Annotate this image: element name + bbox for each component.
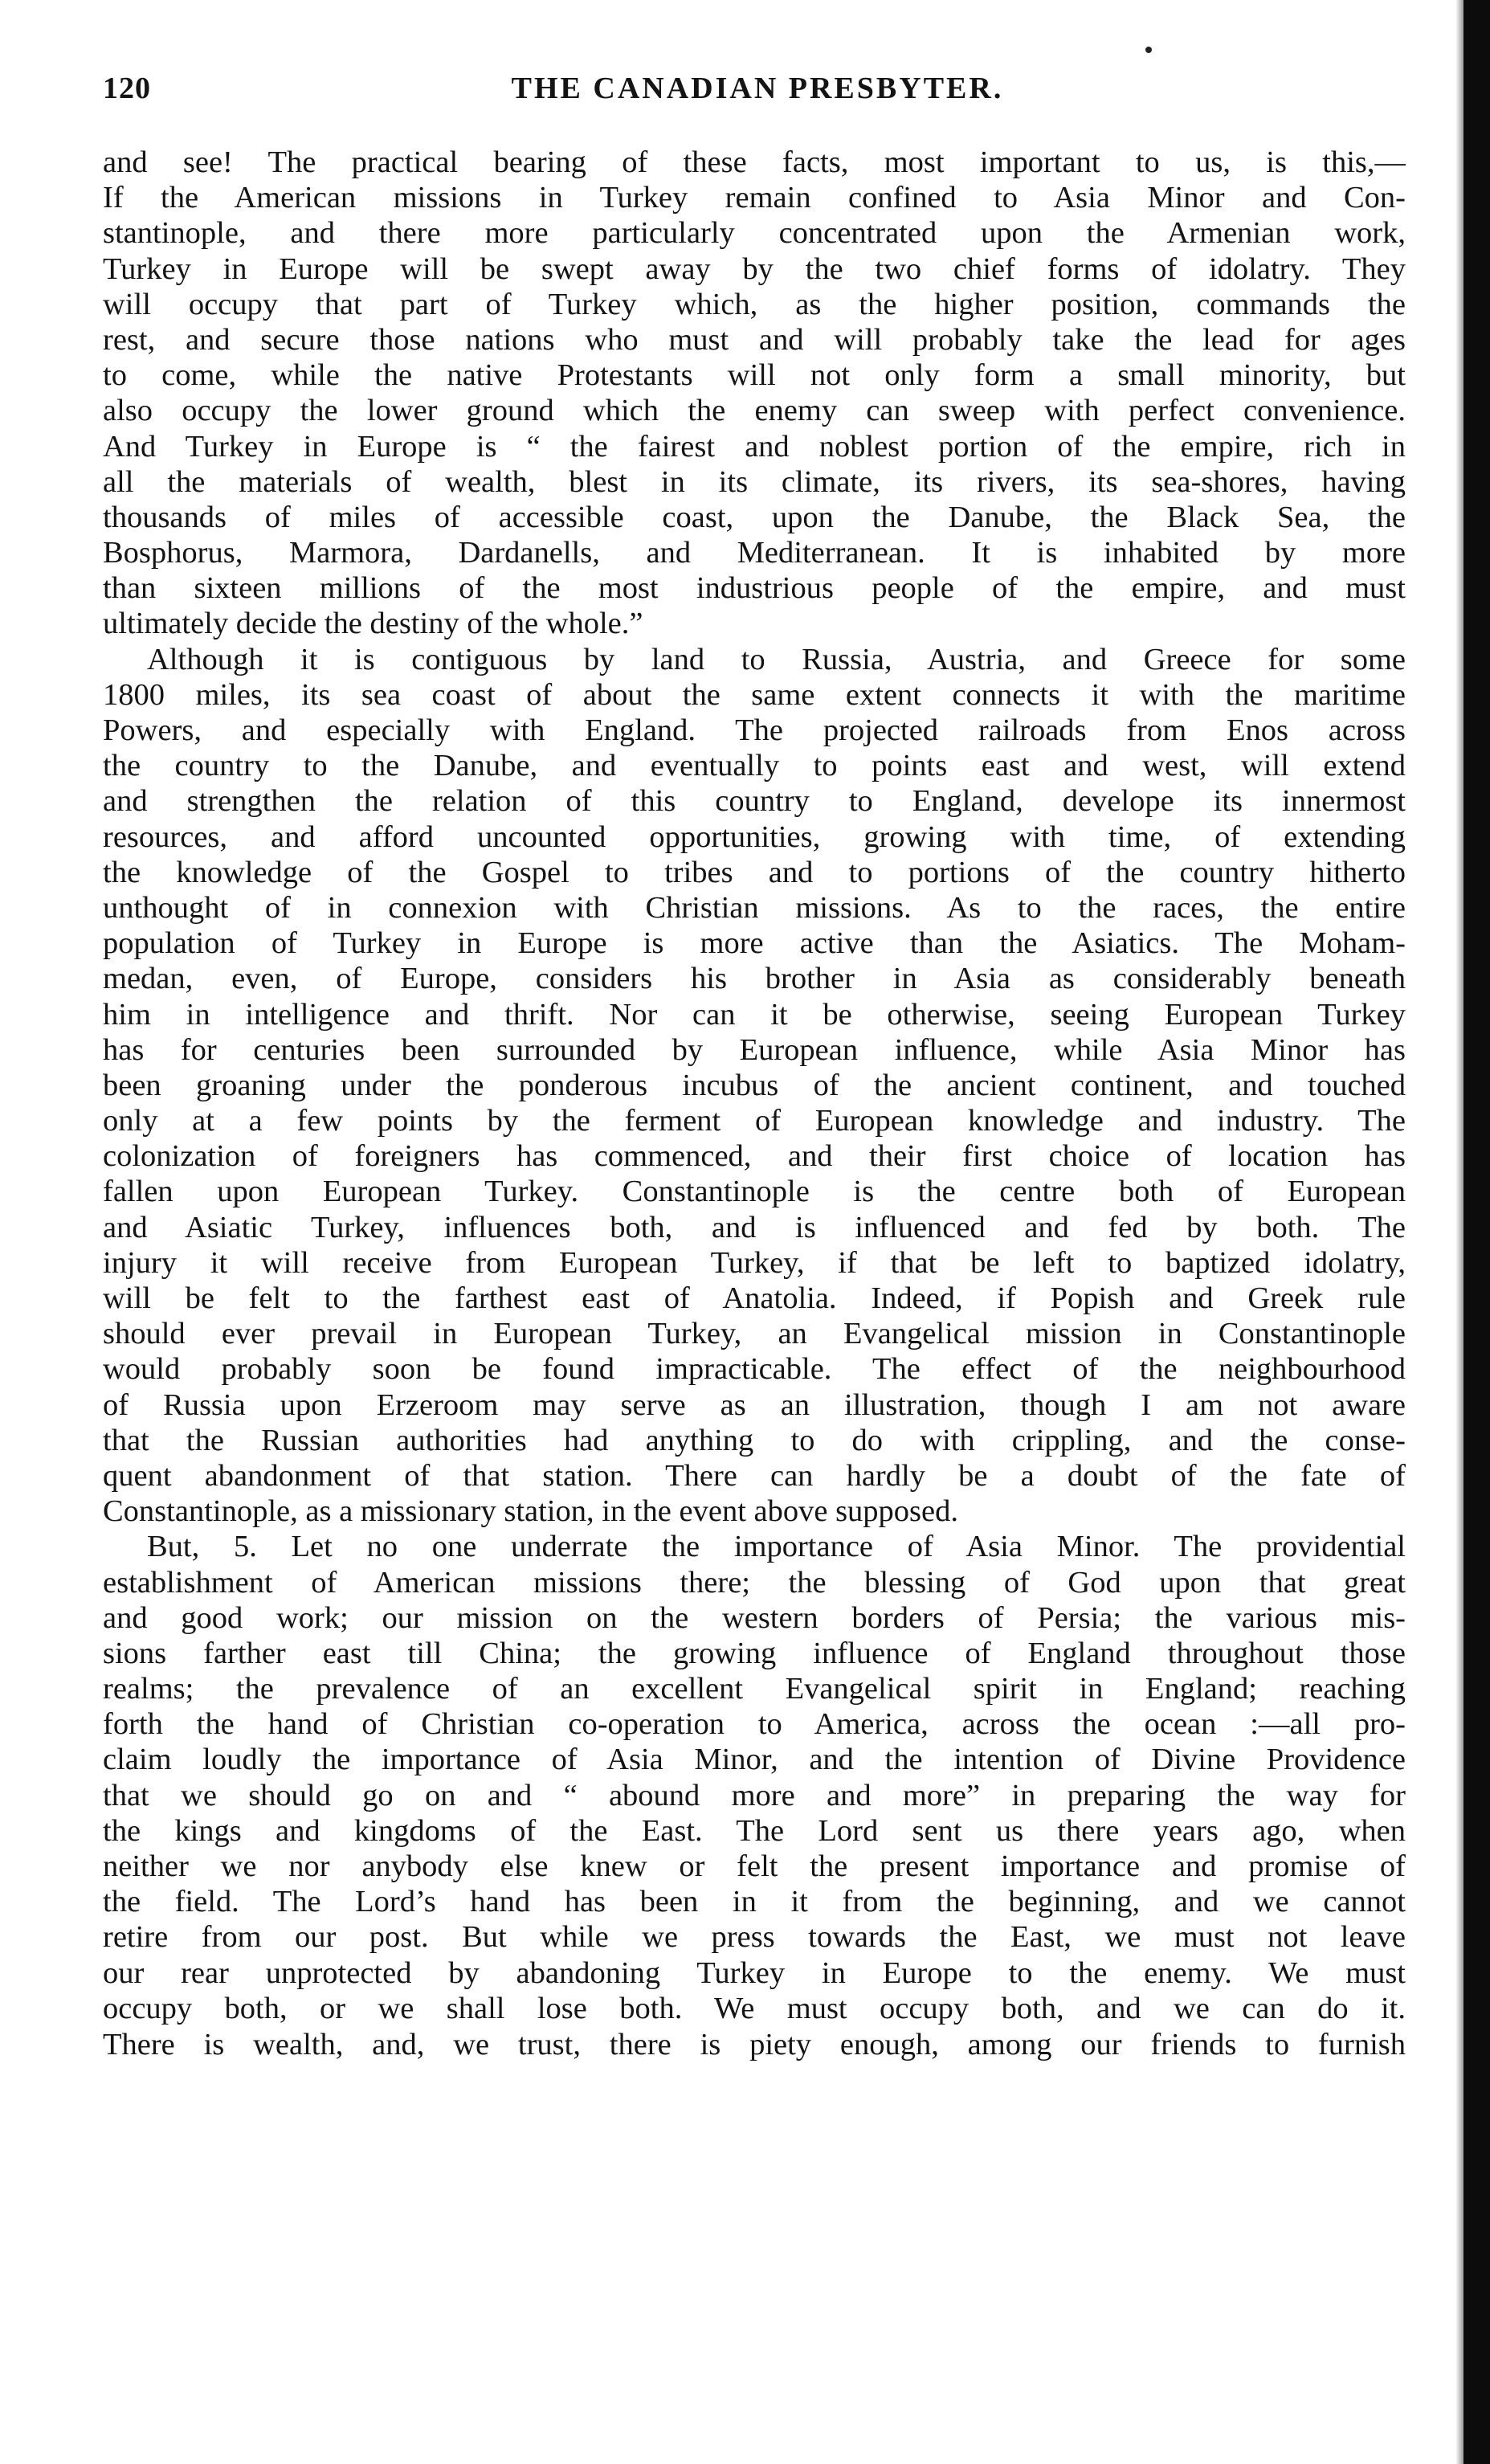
text-line: Constantinople, as a missionary station, in the event above supposed. — [103, 1494, 958, 1529]
text-line: of Russia upon Erzeroom may serve as an illustration, though I am not aware — [103, 1387, 1406, 1422]
text-line: Bosphorus, Marmora, Dardanells, and Mediterranean. It is inhabited by more — [103, 536, 1406, 570]
text-line: would probably soon be found impracticable. The effect of the neighbourhood — [103, 1352, 1406, 1387]
article-body — [103, 145, 1406, 2063]
text-line: neither we nor anybody else knew or felt the present importance and promise of — [103, 1849, 1406, 1883]
text-line: unthought of in connexion with Christian missions. As to the races, the entire — [103, 890, 1406, 925]
text-line: and good work; our mission on the western borders of Persia; the various mis- — [103, 1600, 1406, 1635]
text-line: than sixteen millions of the most industrious people of the empire, and must — [103, 571, 1406, 606]
paragraph-start-line: But, 5. Let no one underrate the importance of Asia Minor. The providential — [147, 1530, 1406, 1564]
text-line: population of Turkey in Europe is more active than the Asiatics. The Moham- — [103, 926, 1406, 961]
text-line: only at a few points by the ferment of European knowledge and industry. The — [103, 1104, 1406, 1138]
text-line: 1800 miles, its sea coast of about the same extent connects it with the maritime — [103, 677, 1406, 712]
text-line: forth the hand of Christian co-operation to America, across the ocean :—all pro- — [103, 1707, 1406, 1742]
text-line: fallen upon European Turkey. Constantinople is the centre both of European — [103, 1175, 1406, 1209]
text-line: colonization of foreigners has commenced, and their first choice of location has — [103, 1139, 1406, 1174]
text-line: sions farther east till China; the growing influence of England throughout those — [103, 1636, 1406, 1670]
text-line: realms; the prevalence of an excellent Evangelical spirit in England; reaching — [103, 1672, 1406, 1706]
text-line: our rear unprotected by abandoning Turkey in Europe to the enemy. We must — [103, 1955, 1406, 1990]
text-line: will be felt to the farthest east of Anatolia. Indeed, if Popish and Greek rule — [103, 1281, 1406, 1315]
page-number: 120 — [103, 72, 151, 105]
text-line: establishment of American missions there; the blessing of God upon that great — [103, 1565, 1406, 1600]
text-line: Powers, and especially with England. The projected railroads from Enos across — [103, 713, 1406, 747]
page-header — [103, 71, 1412, 119]
text-line: injury it will receive from European Turkey, if that be left to baptized idolatry, — [103, 1245, 1406, 1280]
text-line: will occupy that part of Turkey which, as the higher position, commands the — [103, 287, 1406, 321]
text-line: claim loudly the importance of Asia Minor, and the intention of Divine Providence — [103, 1743, 1406, 1777]
ink-dot — [1145, 47, 1152, 53]
text-line: the kings and kingdoms of the East. The Lord sent us there years ago, when — [103, 1813, 1406, 1848]
text-line: There is wealth, and, we trust, there is piety enough, among our friends to furnish — [103, 2027, 1406, 2062]
text-line: retire from our post. But while we press towards the East, we must not leave — [103, 1920, 1406, 1955]
text-line: been groaning under the ponderous incubus of the ancient continent, and touched — [103, 1068, 1406, 1102]
text-line: the country to the Danube, and eventually to points east and west, will extend — [103, 749, 1406, 783]
text-line: to come, while the native Protestants will not only form a small minority, but — [103, 358, 1406, 393]
paragraph-start-line: Although it is contiguous by land to Russia, Austria, and Greece for some — [147, 642, 1406, 676]
text-line: quent abandonment of that station. There can hardly be a doubt of the fate of — [103, 1458, 1406, 1493]
text-line: also occupy the lower ground which the enemy can sweep with perfect convenience. — [103, 394, 1406, 428]
scan-border — [1463, 0, 1490, 2464]
text-line: If the American missions in Turkey remain confined to Asia Minor and Con- — [103, 181, 1406, 215]
text-line: rest, and secure those nations who must and will probably take the lead for ages — [103, 322, 1406, 357]
running-title: THE CANADIAN PRESBYTER. — [511, 72, 1004, 105]
text-line: and Asiatic Turkey, influences both, and is influenced and fed by both. The — [103, 1210, 1406, 1244]
text-line: medan, even, of Europe, considers his brother in Asia as considerably beneath — [103, 962, 1406, 996]
text-line: resources, and afford uncounted opportunities, growing with time, of extending — [103, 819, 1406, 854]
text-line: should ever prevail in European Turkey, an Evangelical mission in Constantinople — [103, 1317, 1406, 1351]
text-line: all the materials of wealth, blest in its climate, its rivers, its sea-shores, having — [103, 464, 1406, 499]
text-line: the knowledge of the Gospel to tribes and to portions of the country hitherto — [103, 855, 1406, 889]
text-line: and strengthen the relation of this country to England, develope its innermost — [103, 784, 1406, 819]
text-line: him in intelligence and thrift. Nor can it be otherwise, seeing European Turkey — [103, 997, 1406, 1032]
text-line: occupy both, or we shall lose both. We must occupy both, and we can do it. — [103, 1991, 1406, 2025]
text-line: And Turkey in Europe is “ the fairest and noblest portion of the empire, rich in — [103, 429, 1406, 464]
text-line: Turkey in Europe will be swept away by the two chief forms of idolatry. They — [103, 251, 1406, 286]
text-line: thousands of miles of accessible coast, upon the Danube, the Black Sea, the — [103, 500, 1406, 534]
page-edge-shadow — [1455, 0, 1463, 2464]
text-line: has for centuries been surrounded by European influence, while Asia Minor has — [103, 1032, 1406, 1067]
text-line: the field. The Lord’s hand has been in it from the beginning, and we cannot — [103, 1885, 1406, 1919]
text-line: and see! The practical bearing of these facts, most important to us, is this,— — [103, 145, 1406, 179]
text-line: that we should go on and “ abound more and more” in preparing the way for — [103, 1778, 1406, 1812]
text-line: stantinople, and there more particularly concentrated upon the Armenian work, — [103, 216, 1406, 251]
text-line: ultimately decide the destiny of the whole.” — [103, 607, 643, 641]
text-line: that the Russian authorities had anything to do with crippling, and the conse- — [103, 1423, 1406, 1457]
